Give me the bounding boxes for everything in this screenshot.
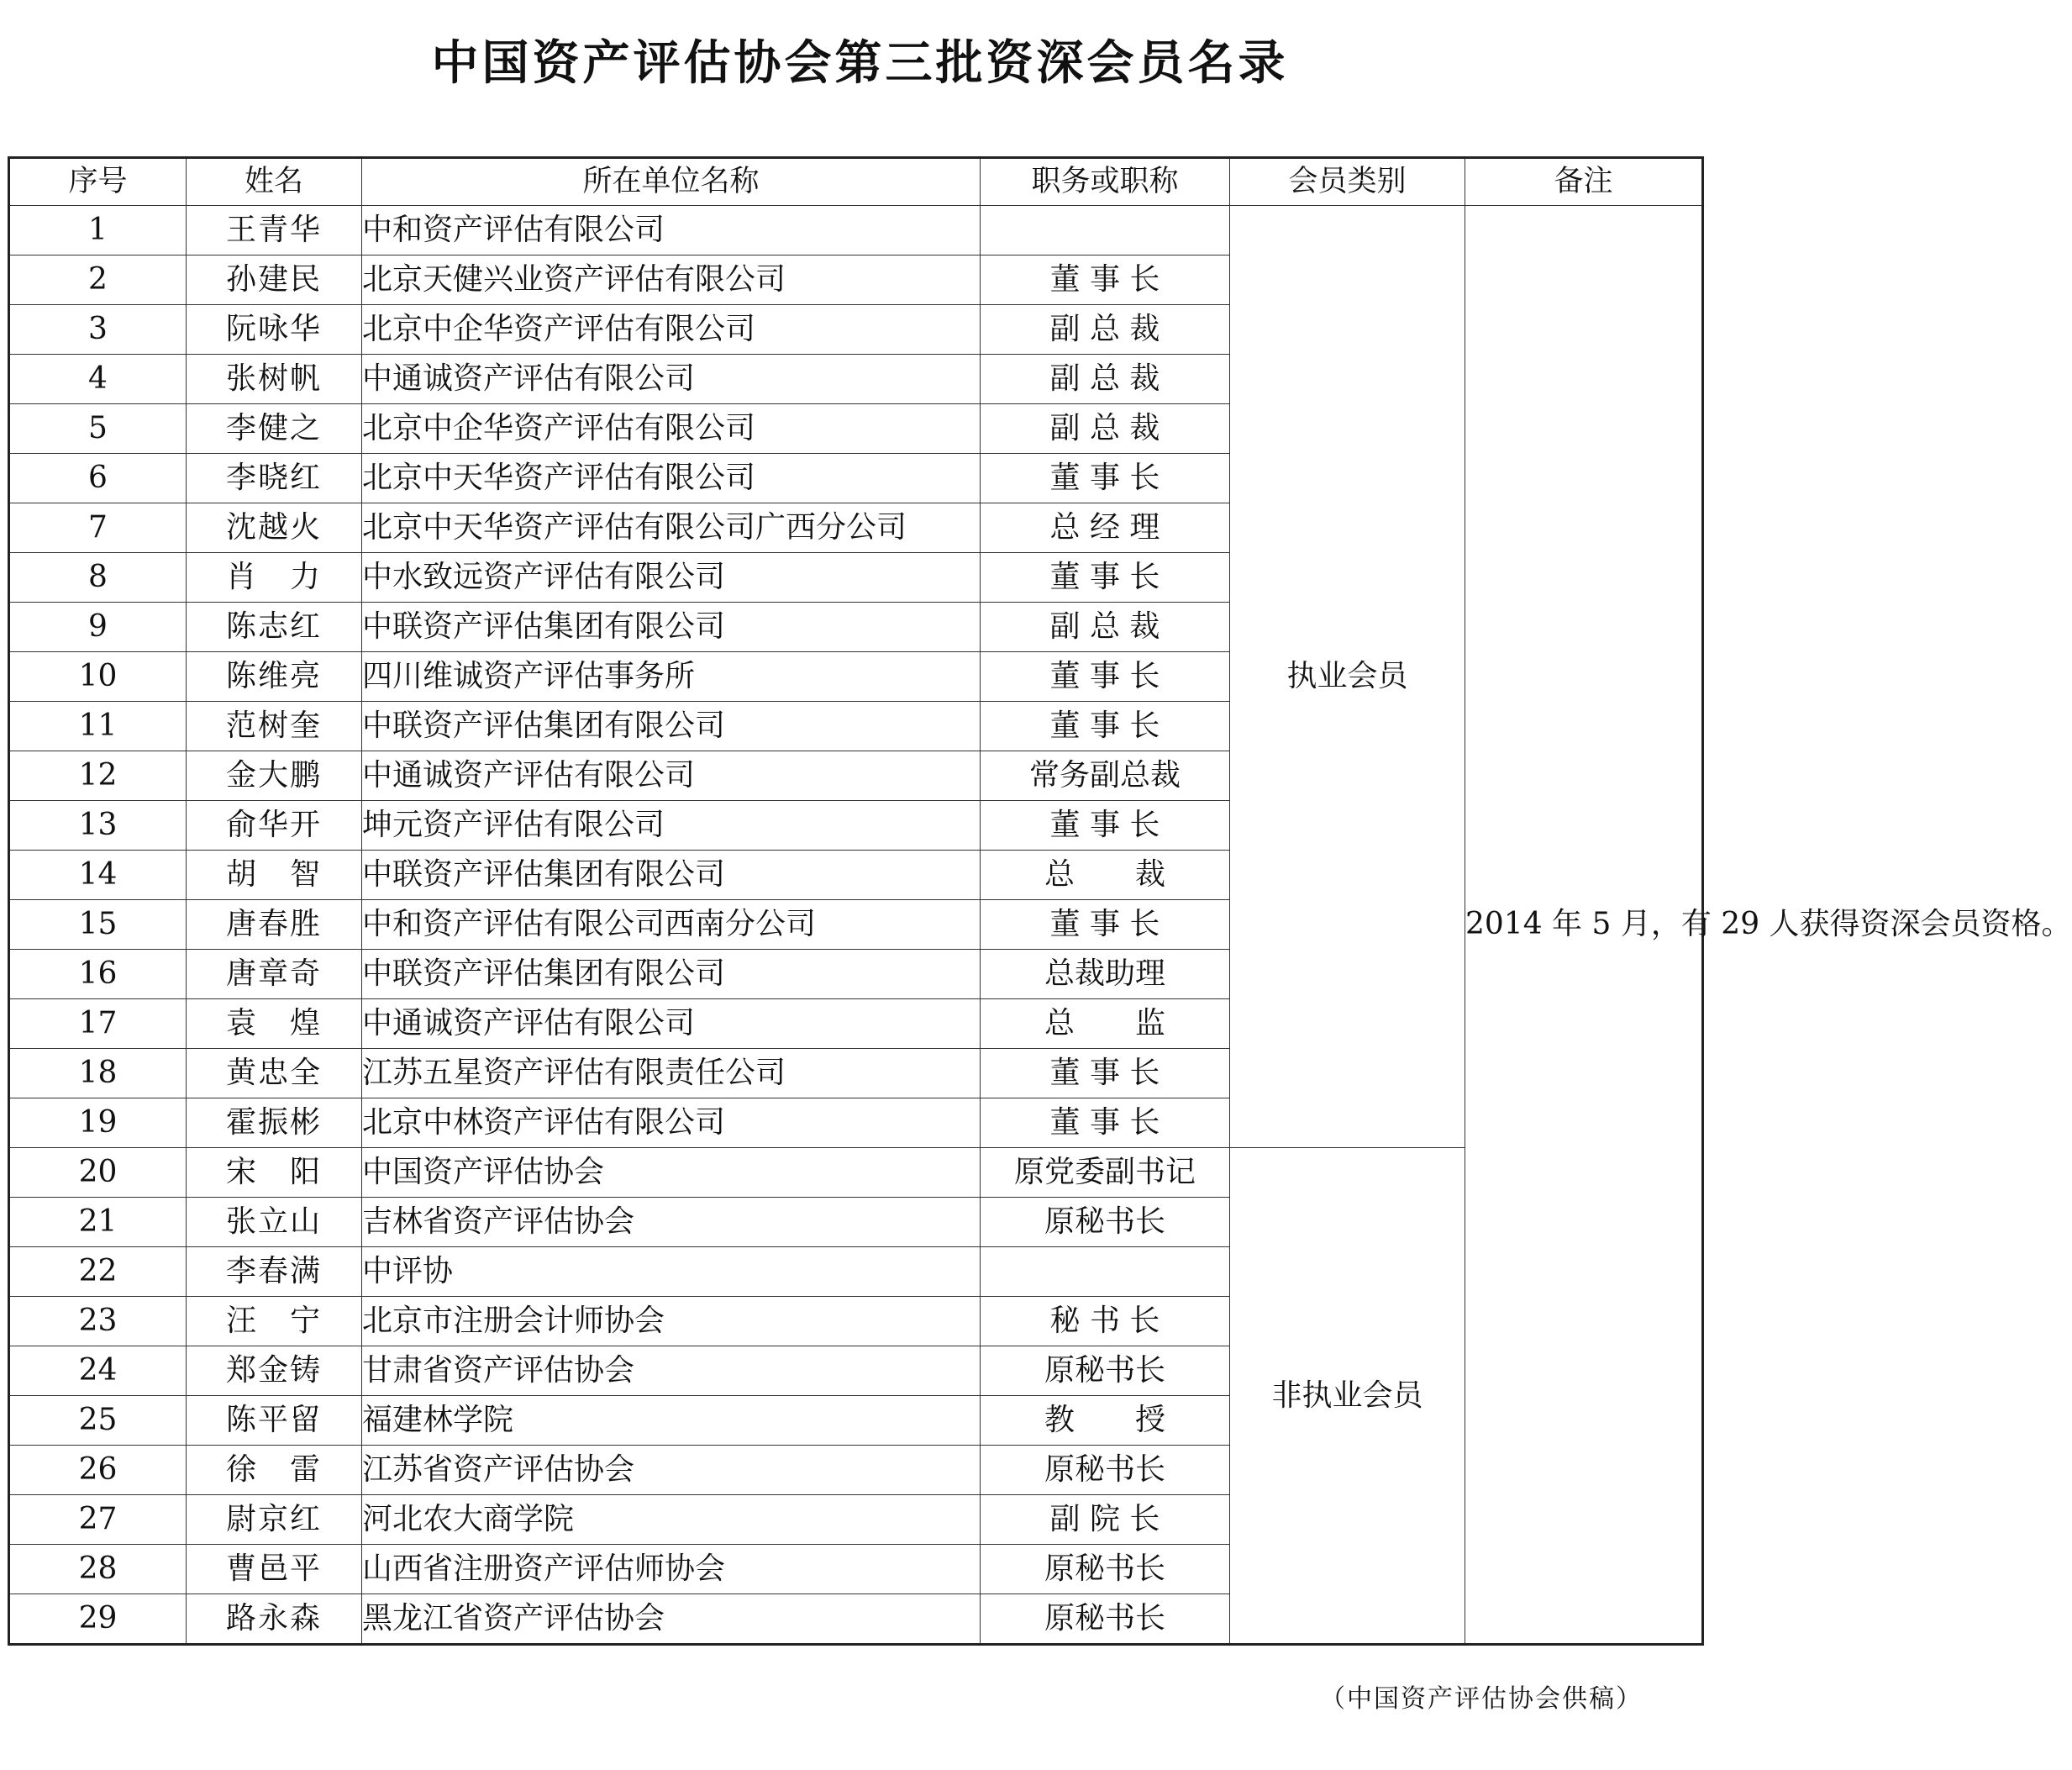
cell-seq: 14	[9, 851, 187, 900]
cell-name: 曹邑平	[187, 1545, 362, 1594]
cell-title: 原秘书长	[981, 1198, 1230, 1247]
cell-title: 原秘书长	[981, 1346, 1230, 1396]
cell-name: 李健之	[187, 404, 362, 454]
cell-unit: 北京天健兴业资产评估有限公司	[362, 255, 981, 305]
table-row	[9, 206, 1703, 255]
cell-title: 董 事 长	[981, 255, 1230, 305]
cell-name: 金大鹏	[187, 751, 362, 801]
cell-title: 副 总 裁	[981, 404, 1230, 454]
cell-title	[981, 206, 1230, 255]
cell-unit: 中和资产评估有限公司	[362, 206, 981, 255]
cell-seq: 19	[9, 1098, 187, 1148]
cell-title: 副 院 长	[981, 1495, 1230, 1545]
cell-name: 张立山	[187, 1198, 362, 1247]
cell-seq: 29	[9, 1594, 187, 1645]
cell-note: 2014 年 5 月，有 29 人获得资深会员资格。	[1465, 206, 1703, 1645]
cell-title: 董 事 长	[981, 801, 1230, 851]
cell-title: 副 总 裁	[981, 355, 1230, 404]
cell-name: 唐章奇	[187, 950, 362, 999]
cell-unit: 四川维诚资产评估事务所	[362, 652, 981, 702]
cell-unit: 北京中天华资产评估有限公司广西分公司	[362, 503, 981, 553]
cell-unit: 北京市注册会计师协会	[362, 1297, 981, 1346]
cell-name: 宋 阳	[187, 1148, 362, 1198]
cell-seq: 3	[9, 305, 187, 355]
table-header-row	[9, 158, 1703, 206]
cell-seq: 27	[9, 1495, 187, 1545]
cell-title: 董 事 长	[981, 553, 1230, 603]
cell-unit: 中联资产评估集团有限公司	[362, 702, 981, 751]
column-header-unit: 所在单位名称	[362, 158, 981, 206]
cell-unit: 福建林学院	[362, 1396, 981, 1446]
cell-name: 陈维亮	[187, 652, 362, 702]
cell-unit: 北京中企华资产评估有限公司	[362, 404, 981, 454]
cell-member-category: 执业会员	[1230, 206, 1465, 1148]
cell-title: 副 总 裁	[981, 305, 1230, 355]
cell-seq: 13	[9, 801, 187, 851]
cell-title: 董 事 长	[981, 900, 1230, 950]
cell-seq: 10	[9, 652, 187, 702]
cell-name: 陈平留	[187, 1396, 362, 1446]
cell-name: 肖 力	[187, 553, 362, 603]
cell-unit: 中和资产评估有限公司西南分公司	[362, 900, 981, 950]
cell-seq: 2	[9, 255, 187, 305]
cell-unit: 中水致远资产评估有限公司	[362, 553, 981, 603]
cell-name: 沈越火	[187, 503, 362, 553]
document-title: 中国资产评估协会第三批资深会员名录	[431, 36, 1289, 91]
cell-unit: 河北农大商学院	[362, 1495, 981, 1545]
cell-seq: 20	[9, 1148, 187, 1198]
cell-seq: 16	[9, 950, 187, 999]
cell-title: 董 事 长	[981, 702, 1230, 751]
member-roster-table	[8, 156, 2072, 1646]
cell-name: 俞华开	[187, 801, 362, 851]
cell-seq: 6	[9, 454, 187, 503]
cell-title: 总 监	[981, 999, 1230, 1049]
cell-name: 阮咏华	[187, 305, 362, 355]
cell-name: 李春满	[187, 1247, 362, 1297]
cell-unit: 中国资产评估协会	[362, 1148, 981, 1198]
cell-unit: 中评协	[362, 1247, 981, 1297]
cell-name: 汪 宁	[187, 1297, 362, 1346]
cell-name: 郑金铸	[187, 1346, 362, 1396]
column-header-name: 姓名	[187, 158, 362, 206]
cell-title: 原秘书长	[981, 1594, 1230, 1645]
cell-unit: 中联资产评估集团有限公司	[362, 603, 981, 652]
cell-seq: 7	[9, 503, 187, 553]
cell-title: 总裁助理	[981, 950, 1230, 999]
cell-unit: 黑龙江省资产评估协会	[362, 1594, 981, 1645]
cell-seq: 4	[9, 355, 187, 404]
cell-name: 尉京红	[187, 1495, 362, 1545]
cell-seq: 25	[9, 1396, 187, 1446]
cell-name: 路永森	[187, 1594, 362, 1645]
cell-seq: 21	[9, 1198, 187, 1247]
cell-unit: 江苏五星资产评估有限责任公司	[362, 1049, 981, 1098]
cell-unit: 山西省注册资产评估师协会	[362, 1545, 981, 1594]
cell-title: 总 经 理	[981, 503, 1230, 553]
cell-title: 董 事 长	[981, 652, 1230, 702]
cell-unit: 北京中企华资产评估有限公司	[362, 305, 981, 355]
cell-seq: 9	[9, 603, 187, 652]
cell-name: 李晓红	[187, 454, 362, 503]
column-header-note: 备注	[1465, 158, 1703, 206]
cell-member-category: 非执业会员	[1230, 1148, 1465, 1645]
cell-title: 副 总 裁	[981, 603, 1230, 652]
cell-name: 王青华	[187, 206, 362, 255]
cell-unit: 中联资产评估集团有限公司	[362, 851, 981, 900]
cell-name: 范树奎	[187, 702, 362, 751]
cell-title: 董 事 长	[981, 454, 1230, 503]
cell-unit: 甘肃省资产评估协会	[362, 1346, 981, 1396]
cell-name: 唐春胜	[187, 900, 362, 950]
cell-title: 常务副总裁	[981, 751, 1230, 801]
cell-seq: 23	[9, 1297, 187, 1346]
cell-title: 秘 书 长	[981, 1297, 1230, 1346]
cell-title: 董 事 长	[981, 1098, 1230, 1148]
cell-seq: 26	[9, 1446, 187, 1495]
cell-seq: 5	[9, 404, 187, 454]
cell-name: 徐 雷	[187, 1446, 362, 1495]
cell-seq: 28	[9, 1545, 187, 1594]
cell-seq: 12	[9, 751, 187, 801]
cell-name: 霍振彬	[187, 1098, 362, 1148]
cell-unit: 中联资产评估集团有限公司	[362, 950, 981, 999]
cell-seq: 1	[9, 206, 187, 255]
cell-unit: 江苏省资产评估协会	[362, 1446, 981, 1495]
cell-seq: 17	[9, 999, 187, 1049]
cell-title: 教 授	[981, 1396, 1230, 1446]
cell-name: 黄忠全	[187, 1049, 362, 1098]
cell-title: 原秘书长	[981, 1545, 1230, 1594]
column-header-category: 会员类别	[1230, 158, 1465, 206]
table-row	[9, 1148, 1703, 1198]
cell-seq: 15	[9, 900, 187, 950]
column-header-seq: 序号	[9, 158, 187, 206]
cell-name: 袁 煌	[187, 999, 362, 1049]
cell-unit: 北京中天华资产评估有限公司	[362, 454, 981, 503]
cell-seq: 24	[9, 1346, 187, 1396]
cell-title: 董 事 长	[981, 1049, 1230, 1098]
cell-name: 陈志红	[187, 603, 362, 652]
table-body	[9, 206, 2072, 1645]
cell-title	[981, 1247, 1230, 1297]
cell-name: 张树帆	[187, 355, 362, 404]
cell-name: 胡 智	[187, 851, 362, 900]
cell-seq: 8	[9, 553, 187, 603]
source-credit: （中国资产评估协会供稿）	[1320, 1684, 1643, 1714]
cell-title: 原党委副书记	[981, 1148, 1230, 1198]
cell-seq: 22	[9, 1247, 187, 1297]
cell-unit: 中通诚资产评估有限公司	[362, 751, 981, 801]
cell-title: 原秘书长	[981, 1446, 1230, 1495]
cell-seq: 11	[9, 702, 187, 751]
cell-unit: 坤元资产评估有限公司	[362, 801, 981, 851]
cell-seq: 18	[9, 1049, 187, 1098]
cell-title: 总 裁	[981, 851, 1230, 900]
cell-unit: 北京中林资产评估有限公司	[362, 1098, 981, 1148]
cell-unit: 中通诚资产评估有限公司	[362, 355, 981, 404]
cell-unit: 吉林省资产评估协会	[362, 1198, 981, 1247]
column-header-title: 职务或职称	[981, 158, 1230, 206]
cell-unit: 中通诚资产评估有限公司	[362, 999, 981, 1049]
cell-name: 孙建民	[187, 255, 362, 305]
